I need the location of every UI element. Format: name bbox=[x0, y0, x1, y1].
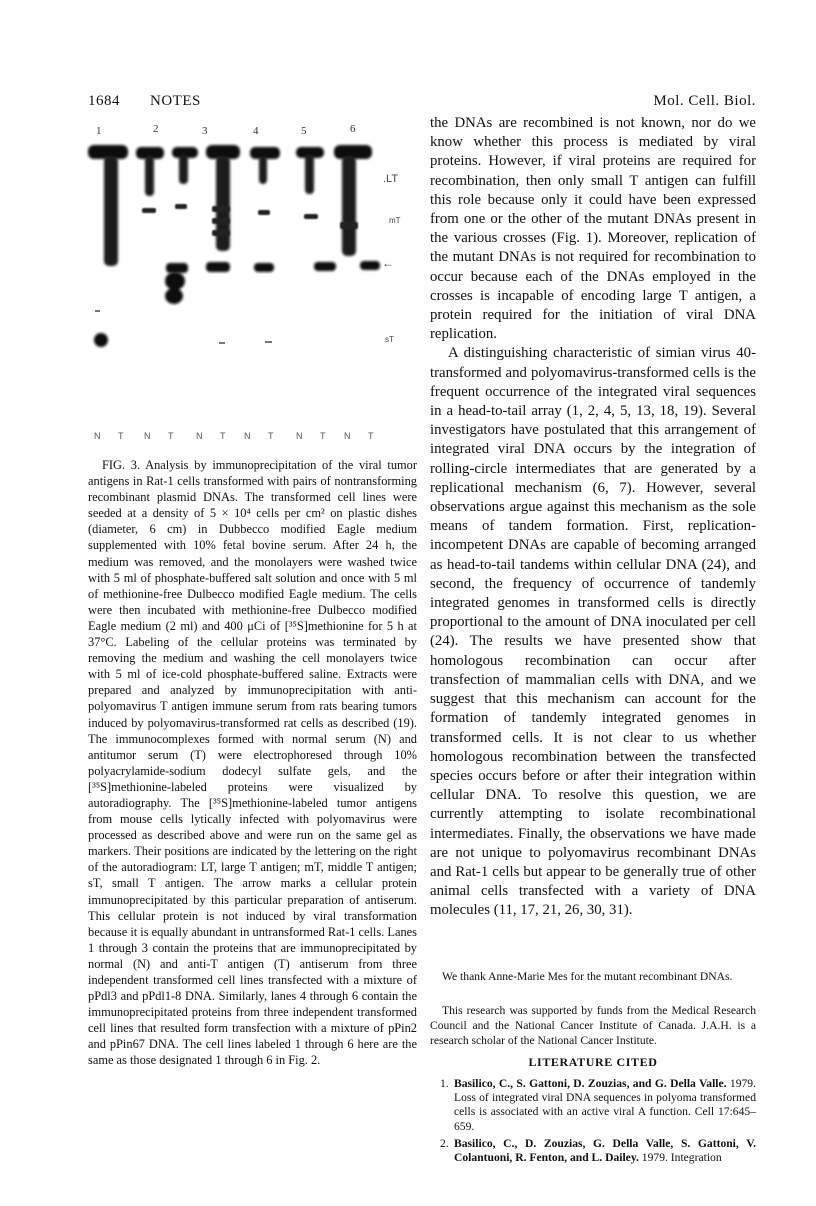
autoradiogram-figure bbox=[82, 118, 417, 448]
lane-number-1: 1 bbox=[96, 125, 102, 137]
lane-number-4: 4 bbox=[253, 125, 259, 137]
label-arrow: ← bbox=[382, 256, 394, 270]
reference-number: 1. bbox=[440, 1077, 449, 1090]
funding-text: This research was supported by funds from the Medical Research Council and the National Cancer Institute of Canada. J.A.H. is a research scholar of the National Cancer Institute. bbox=[430, 1004, 756, 1047]
lane-number-2: 2 bbox=[153, 123, 159, 135]
body-column bbox=[430, 114, 756, 921]
caption-text: FIG. 3. Analysis by immunoprecipitation of the viral tumor antigens in Rat-1 cells transformed with pairs of nontransforming recombinant plasmid DNAs. The transformed cell lines were seeded at a density of 5 × 10⁴ cells per cm² on plastic dishes (diameter, 6 cm) in Dubbecco modified Eagle medium supplemented with 10% fetal bovine serum. After 24 h, the medium was removed, and the monolayers were washed twice with 5 ml of phosphate-buffered salt solution and once with 5 ml of methionine-free Dulbecco modified Eagle medium. The cells were then incubated with methionine-free Dulbecco modified Eagle medium (2 ml) and 400 μCi of [³⁵S]methionine for 5 h at 37°C. Labeling of the cellular proteins was terminated by removing the medium and washing the cell monolayers twice with 5 ml of ice-cold phosphate-buffered saline. Extracts were prepared and analyzed by immunoprecipitation with anti-polyomavirus T antigen immune serum from rats bearing tumors induced by polyomavirus-transformed rat cells as described (19). The immunocomplexes formed with normal serum (N) and antitumor serum (T) were electrophoresed through 10% polyacrylamide-sodium dodecyl sulfate gels, and the [³⁵S]methionine-labeled proteins were visualized by autoradiography. The [³⁵S]methionine-labeled tumor antigens from mouse cells lytically infected with polyomavirus were processed as described above and were run on the same gel as markers. Their positions are indicated by the lettering on the right of the autoradiogram: LT, large T antigen; mT, middle T antigen; sT, small T antigen. The arrow marks a cellular protein immunoprecipitated by this particular preparation of antiserum. This cellular protein is not induced by viral transformation because it is equally abundant in untransformed Rat-1 cells. Lanes 1 through 3 contain the proteins that are immunoprecipitated by normal (N) and anti-T antigen (T) antiserum from three independent transformed cell lines transfected with a mixture of pPdl3 and pPdl1-8 DNA. Similarly, lanes 4 through 6 contain the immunoprecipitated proteins from three independent transformed cell lines that resulted form transfection with a mixture of pPin2 and pPin67 DNA. The cell lines labeled 1 through 6 here are the same as those designated 1 through 6 in Fig. 2. bbox=[88, 458, 417, 1068]
journal-name: Mol. Cell. Biol. bbox=[653, 93, 756, 109]
label-mt: mT bbox=[389, 216, 401, 225]
section-title: NOTES bbox=[150, 93, 201, 109]
bottom-label-t3: T bbox=[220, 431, 226, 441]
lane-number-6: 6 bbox=[350, 123, 356, 135]
label-lt: .LT bbox=[383, 173, 399, 185]
body-paragraph-1: the DNAs are recombined is not known, nor do we know whether this process is mediated by viral proteins. However, if viral proteins are required for recombination, then only small T antigen can fulfill this role because only it could have been expressed from one or the other of the mutant DNAs present in the various crosses (Fig. 1). Moreover, replication of the mutant DNAs is not required for recombination to occur because each of the DNAs employed in the crosses is incapable of encoding large T antigen, a protein required for the initiation of viral DNA replication. bbox=[430, 115, 756, 343]
bottom-label-n3: N bbox=[196, 431, 203, 441]
reference-item bbox=[430, 1137, 756, 1165]
bottom-label-n5: N bbox=[296, 431, 303, 441]
bottom-label-t2: T bbox=[168, 431, 174, 441]
bottom-label-n4: N bbox=[244, 431, 251, 441]
bottom-label-t1: T bbox=[118, 431, 124, 441]
lower-spots bbox=[94, 272, 185, 347]
reference-details: 1979. Integration bbox=[641, 1151, 722, 1165]
arrow-bands bbox=[166, 261, 380, 273]
reference-item bbox=[430, 1077, 756, 1134]
acknowledgment-text: We thank Anne-Marie Mes for the mutant recombinant DNAs. bbox=[442, 970, 733, 983]
lane-number-5: 5 bbox=[301, 125, 307, 137]
st-marks bbox=[95, 310, 272, 344]
page-number: 1684 bbox=[88, 93, 120, 109]
reference-authors: Basilico, C., D. Zouzias, G. Della Valle, S. Gattoni, V. Colantuoni, R. Fenton, and L. Dailey. bbox=[454, 1136, 756, 1165]
bottom-label-n1: N bbox=[94, 431, 101, 441]
reference-list bbox=[430, 1077, 756, 1168]
lt-bands bbox=[88, 145, 372, 159]
reference-number: 2. bbox=[440, 1136, 449, 1150]
literature-heading: LITERATURE CITED bbox=[528, 1055, 658, 1069]
bottom-label-t6: T bbox=[368, 431, 374, 441]
body-paragraph-2: A distinguishing characteristic of simian virus 40-transformed and polyomavirus-transformed cells is the frequent occurrence of the integrated viral sequences in a head-to-tail array (1, 2, 4, 5, 13, 18, 19). Several investigators have postulated that this arrangement of integrated viral DNA occurs by the integration of rolling-circle intermediates that are generated by a replicational mechanism (6, 7). However, several observations argue against this mechanism as the sole means of tandem formation. First, replication-incompetent DNAs are capable of becoming arranged as head-to-tail tandems within cellular DNA (24), and second, the frequency of occurrence of tandemly integrated genomes in transformed cells is directly proportional to the amount of DNA inoculated per cell (24). The results we have presented show that homologous recombination can occur after transfection of mammalian cells with DNA, and we suggest that this mechanism can account for the formation of tandemly integrated genomes in transformed cells. It is not clear to us whether homologous recombination between the transfected species occurs before or after their integration within cellular DNA. To resolve this question, we are currently attempting to isolate recombinational intermediates. Finally, the observations we have made are not unique to polyomavirus recombinant DNAs and Rat-1 cells but appear to be generally true of other animal cells transfected with a variety of DNA molecules (11, 17, 21, 26, 30, 31). bbox=[430, 345, 756, 919]
bottom-label-t4: T bbox=[268, 431, 274, 441]
label-st: sT bbox=[385, 335, 394, 344]
bottom-label-t5: T bbox=[320, 431, 326, 441]
lane-number-3: 3 bbox=[202, 125, 208, 137]
reference-details: 1979. Loss of integrated viral DNA sequences in polyoma transformed cells is associated with an active viral A function. Cell 17:645–659. bbox=[454, 1077, 756, 1133]
bottom-label-n6: N bbox=[344, 431, 351, 441]
reference-authors: Basilico, C., S. Gattoni, D. Zouzias, and G. Della Valle. bbox=[454, 1077, 727, 1090]
funding-note bbox=[430, 1003, 756, 1048]
mt-bands bbox=[142, 204, 358, 236]
figure-caption bbox=[88, 457, 417, 1069]
acknowledgment bbox=[430, 969, 756, 984]
gel-image bbox=[82, 118, 417, 448]
bottom-label-n2: N bbox=[144, 431, 151, 441]
